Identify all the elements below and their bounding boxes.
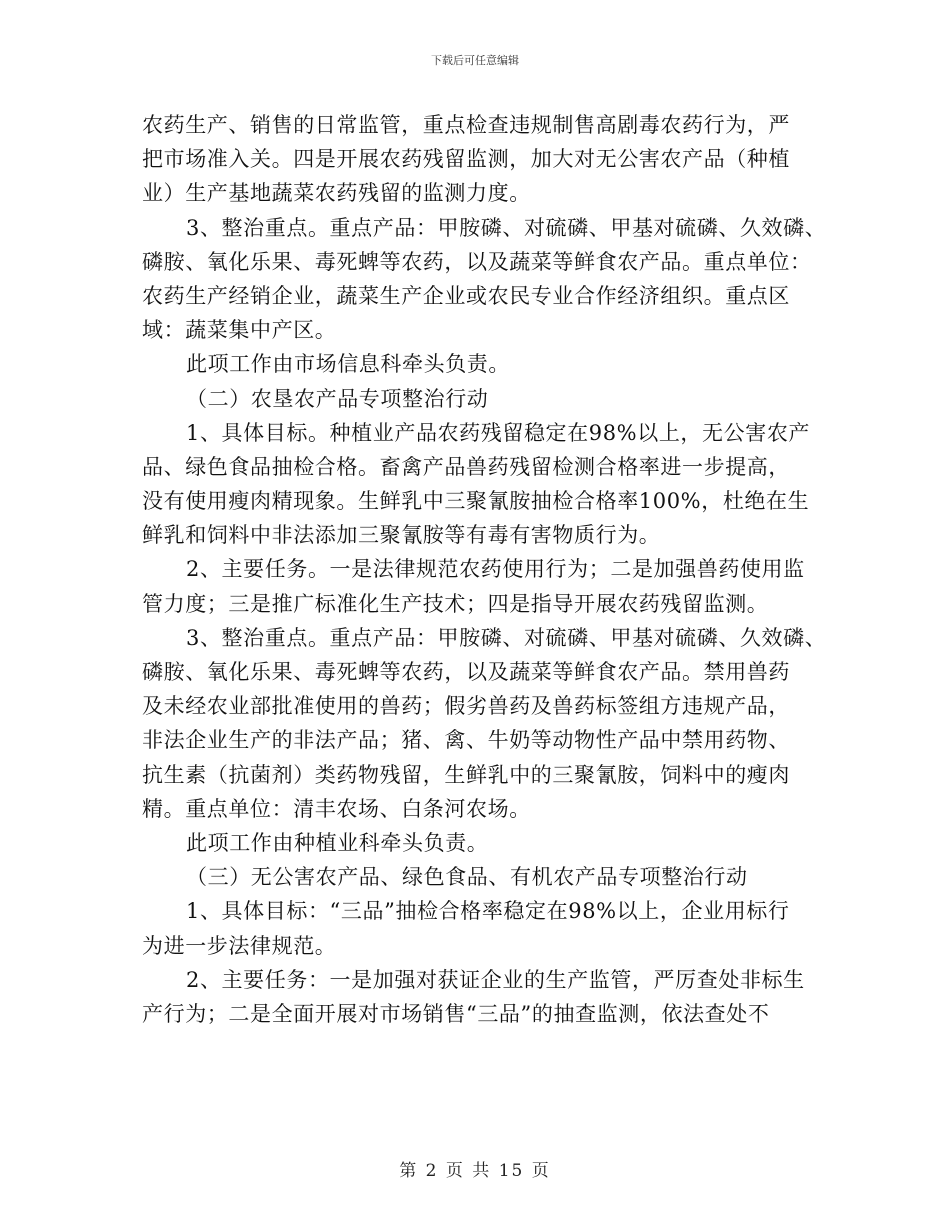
paragraph-line: 2、主要任务。一是法律规范农药使用行为；二是加强兽药使用监 [186,557,805,582]
paragraph-line: 把市场准入关。四是开展农药残留监测，加大对无公害农产品（种植 [142,147,790,172]
paragraph-line: 3、整治重点。重点产品：甲胺磷、对硫磷、甲基对硫磷、久效磷、 [186,625,827,650]
paragraph-line: 2、主要任务：一是加强对获证企业的生产监管，严厉查处非标生 [186,967,805,992]
document-body [142,108,827,1031]
paragraph-line: 产行为；二是全面开展对市场销售“三品”的抽查监测，依法查处不 [142,1001,770,1026]
paragraph-line: 管力度；三是推广标准化生产技术；四是指导开展农药残留监测。 [142,591,769,616]
paragraph-line: 农药生产、销售的日常监管，重点检查违规制售高剧毒农药行为，严 [142,113,790,137]
paragraph-line: 1、具体目标：“三品”抽检合格率稳定在98%以上，企业用标行 [186,899,790,924]
paragraph-line: 业）生产基地蔬菜农药残留的监测力度。 [142,181,531,206]
paragraph-line: 品、绿色食品抽检合格。畜禽产品兽药残留检测合格率进一步提高， [142,454,790,479]
paragraph-line: 1、具体目标。种植业产品农药残留稳定在98%以上，无公害农产 [186,420,811,445]
paragraph-line: 非法企业生产的非法产品；猪、禽、牛奶等动物性产品中禁用药物、 [142,728,790,753]
page-header: 下载后可任意编辑 [431,54,519,67]
paragraph-line: 此项工作由市场信息科牵头负责。 [186,352,510,377]
paragraph-line: 精。重点单位：清丰农场、白条河农场。 [142,796,531,821]
paragraph-line: 3、整治重点。重点产品：甲胺磷、对硫磷、甲基对硫磷、久效磷、 [186,215,827,240]
paragraph-line: 农药生产经销企业，蔬菜生产企业或农民专业合作经济组织。重点区 [142,283,790,308]
paragraph-line: 磷胺、氧化乐果、毒死蜱等农药，以及蔬菜等鲜食农产品。禁用兽药 [142,660,790,684]
paragraph-line: 此项工作由种植业科牵头负责。 [186,830,489,855]
paragraph-line: 鲜乳和饲料中非法添加三聚氰胺等有毒有害物质行为。 [142,523,661,548]
paragraph-line: 磷胺、氧化乐果、毒死蜱等农药，以及蔬菜等鲜食农产品。重点单位： [142,249,812,274]
section-heading: （二）农垦农产品专项整治行动 [186,386,489,411]
paragraph-line: 抗生素（抗菌剂）类药物残留，生鲜乳中的三聚氰胺，饲料中的瘦肉 [142,762,790,787]
page-footer: 第 2 页 共 15 页 [399,1161,551,1181]
section-heading: （三）无公害农产品、绿色食品、有机农产品专项整治行动 [186,865,748,890]
paragraph-line: 域：蔬菜集中产区。 [142,318,337,343]
paragraph-line: 没有使用瘦肉精现象。生鲜乳中三聚氰胺抽检合格率100%，杜绝在生 [142,489,810,514]
paragraph-line: 为进一步法律规范。 [142,933,337,958]
paragraph-line: 及未经农业部批准使用的兽药；假劣兽药及兽药标签组方违规产品， [142,694,790,719]
